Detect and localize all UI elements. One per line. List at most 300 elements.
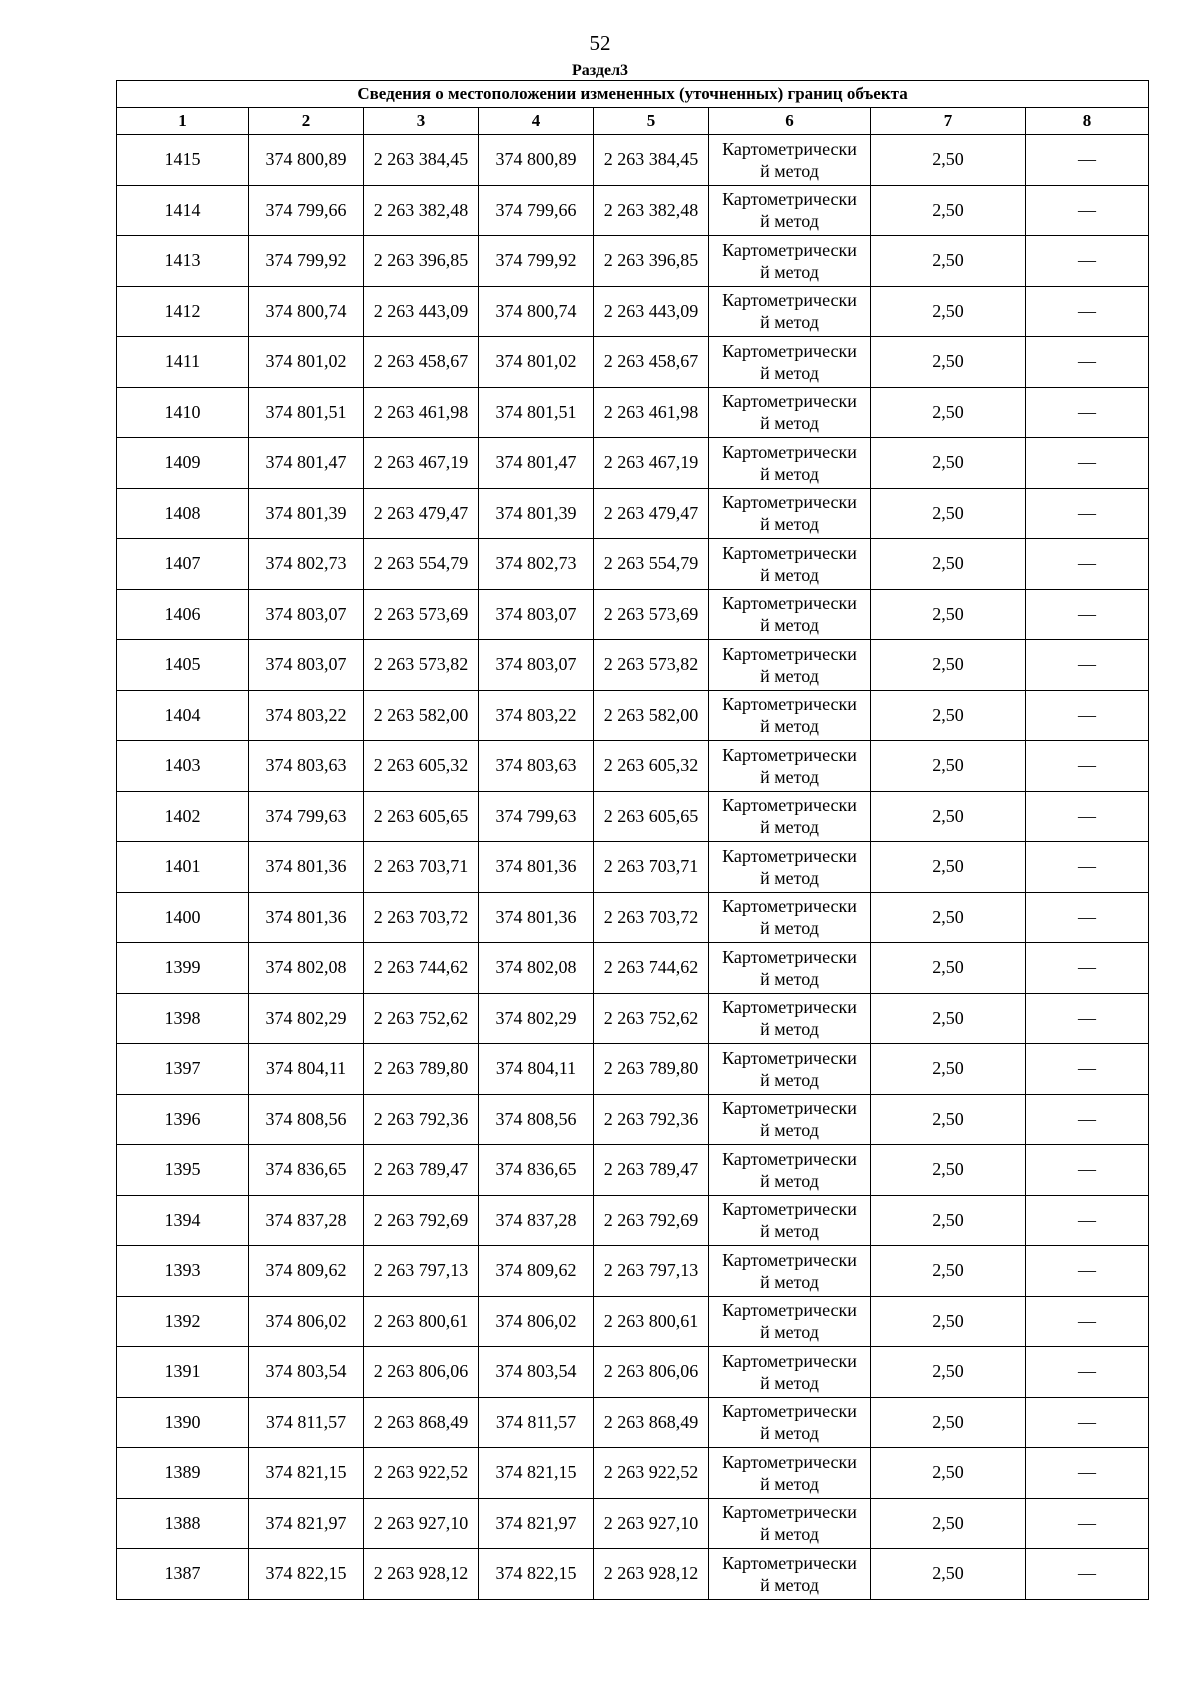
method-line1: Картометрически xyxy=(722,896,857,917)
description-cell: — xyxy=(1026,1448,1149,1499)
x-old-cell: 374 809,62 xyxy=(249,1246,364,1297)
precision-cell: 2,50 xyxy=(871,892,1026,943)
x-old-cell: 374 801,39 xyxy=(249,488,364,539)
point-number-cell: 1393 xyxy=(117,1246,249,1297)
point-number-cell: 1408 xyxy=(117,488,249,539)
table-row xyxy=(117,1549,1149,1600)
precision-cell: 2,50 xyxy=(871,286,1026,337)
method-line1: Картометрически xyxy=(722,1451,857,1472)
table-row xyxy=(117,1498,1149,1549)
method-cell xyxy=(709,741,871,792)
description-cell: — xyxy=(1026,488,1149,539)
column-header: 2 xyxy=(249,108,364,135)
y-old-cell: 2 263 554,79 xyxy=(364,539,479,590)
precision-cell: 2,50 xyxy=(871,185,1026,236)
x-new-cell: 374 801,51 xyxy=(479,387,594,438)
x-old-cell: 374 822,15 xyxy=(249,1549,364,1600)
y-old-cell: 2 263 928,12 xyxy=(364,1549,479,1600)
method-cell xyxy=(709,842,871,893)
description-cell: — xyxy=(1026,539,1149,590)
table-row xyxy=(117,387,1149,438)
method-line1: Картометрически xyxy=(722,1098,857,1119)
table-caption: Сведения о местоположении измененных (уточненных) границ объекта xyxy=(117,81,1149,108)
method-cell xyxy=(709,488,871,539)
table-body xyxy=(117,135,1149,1600)
page-number: 52 xyxy=(589,31,611,55)
method-line1: Картометрически xyxy=(722,391,857,412)
method-line1: Картометрически xyxy=(722,593,857,614)
y-new-cell: 2 263 396,85 xyxy=(594,236,709,287)
table-row xyxy=(117,185,1149,236)
method-line1: Картометрически xyxy=(722,1199,857,1220)
method-line2: й метод xyxy=(760,665,819,686)
method-line2: й метод xyxy=(760,1120,819,1141)
y-old-cell: 2 263 582,00 xyxy=(364,690,479,741)
method-line1: Картометрически xyxy=(722,138,857,159)
x-new-cell: 374 801,02 xyxy=(479,337,594,388)
precision-cell: 2,50 xyxy=(871,943,1026,994)
table-row xyxy=(117,1347,1149,1398)
x-new-cell: 374 799,92 xyxy=(479,236,594,287)
table-row xyxy=(117,943,1149,994)
precision-cell: 2,50 xyxy=(871,1246,1026,1297)
y-new-cell: 2 263 461,98 xyxy=(594,387,709,438)
description-cell: — xyxy=(1026,1145,1149,1196)
x-old-cell: 374 836,65 xyxy=(249,1145,364,1196)
description-cell: — xyxy=(1026,1094,1149,1145)
point-number-cell: 1400 xyxy=(117,892,249,943)
point-number-cell: 1411 xyxy=(117,337,249,388)
table-row xyxy=(117,488,1149,539)
description-cell: — xyxy=(1026,135,1149,186)
column-header: 6 xyxy=(709,108,871,135)
y-new-cell: 2 263 800,61 xyxy=(594,1296,709,1347)
description-cell: — xyxy=(1026,943,1149,994)
method-line1: Картометрически xyxy=(722,1350,857,1371)
method-line2: й метод xyxy=(760,413,819,434)
table-row xyxy=(117,791,1149,842)
method-line1: Картометрически xyxy=(722,189,857,210)
method-cell xyxy=(709,690,871,741)
method-line2: й метод xyxy=(760,463,819,484)
x-new-cell: 374 801,39 xyxy=(479,488,594,539)
method-cell xyxy=(709,185,871,236)
method-line1: Картометрически xyxy=(722,1300,857,1321)
x-old-cell: 374 802,73 xyxy=(249,539,364,590)
y-new-cell: 2 263 554,79 xyxy=(594,539,709,590)
table-row xyxy=(117,842,1149,893)
method-cell xyxy=(709,1094,871,1145)
x-old-cell: 374 803,54 xyxy=(249,1347,364,1398)
column-header: 3 xyxy=(364,108,479,135)
x-new-cell: 374 837,28 xyxy=(479,1195,594,1246)
y-new-cell: 2 263 573,69 xyxy=(594,589,709,640)
precision-cell: 2,50 xyxy=(871,539,1026,590)
description-cell: — xyxy=(1026,387,1149,438)
y-new-cell: 2 263 443,09 xyxy=(594,286,709,337)
x-new-cell: 374 803,22 xyxy=(479,690,594,741)
method-cell xyxy=(709,640,871,691)
method-line1: Картометрически xyxy=(722,542,857,563)
x-new-cell: 374 799,63 xyxy=(479,791,594,842)
x-old-cell: 374 801,02 xyxy=(249,337,364,388)
y-old-cell: 2 263 789,80 xyxy=(364,1044,479,1095)
y-old-cell: 2 263 396,85 xyxy=(364,236,479,287)
method-line2: й метод xyxy=(760,1170,819,1191)
y-old-cell: 2 263 703,71 xyxy=(364,842,479,893)
precision-cell: 2,50 xyxy=(871,690,1026,741)
method-line2: й метод xyxy=(760,968,819,989)
description-cell: — xyxy=(1026,690,1149,741)
x-new-cell: 374 804,11 xyxy=(479,1044,594,1095)
point-number-cell: 1394 xyxy=(117,1195,249,1246)
y-old-cell: 2 263 573,69 xyxy=(364,589,479,640)
method-line1: Картометрически xyxy=(722,694,857,715)
table-row xyxy=(117,1195,1149,1246)
method-line2: й метод xyxy=(760,362,819,383)
description-cell: — xyxy=(1026,1195,1149,1246)
precision-cell: 2,50 xyxy=(871,1044,1026,1095)
point-number-cell: 1410 xyxy=(117,387,249,438)
method-line2: й метод xyxy=(760,1574,819,1595)
table-row xyxy=(117,1448,1149,1499)
point-number-cell: 1409 xyxy=(117,438,249,489)
y-new-cell: 2 263 789,47 xyxy=(594,1145,709,1196)
method-line1: Картометрически xyxy=(722,946,857,967)
x-old-cell: 374 800,74 xyxy=(249,286,364,337)
table-row xyxy=(117,539,1149,590)
method-line1: Картометрически xyxy=(722,441,857,462)
point-number-cell: 1390 xyxy=(117,1397,249,1448)
point-number-cell: 1388 xyxy=(117,1498,249,1549)
point-number-cell: 1412 xyxy=(117,286,249,337)
description-cell: — xyxy=(1026,1397,1149,1448)
method-line2: й метод xyxy=(760,1372,819,1393)
table-row xyxy=(117,640,1149,691)
y-old-cell: 2 263 479,47 xyxy=(364,488,479,539)
method-line1: Картометрически xyxy=(722,340,857,361)
point-number-cell: 1404 xyxy=(117,690,249,741)
method-line1: Картометрически xyxy=(722,1148,857,1169)
precision-cell: 2,50 xyxy=(871,488,1026,539)
table-row xyxy=(117,589,1149,640)
method-cell xyxy=(709,943,871,994)
column-header: 1 xyxy=(117,108,249,135)
method-cell xyxy=(709,1347,871,1398)
y-new-cell: 2 263 744,62 xyxy=(594,943,709,994)
description-cell: — xyxy=(1026,741,1149,792)
precision-cell: 2,50 xyxy=(871,1094,1026,1145)
method-cell xyxy=(709,236,871,287)
y-old-cell: 2 263 797,13 xyxy=(364,1246,479,1297)
method-line1: Картометрически xyxy=(722,744,857,765)
method-cell xyxy=(709,1246,871,1297)
x-new-cell: 374 808,56 xyxy=(479,1094,594,1145)
y-new-cell: 2 263 573,82 xyxy=(594,640,709,691)
method-cell xyxy=(709,1195,871,1246)
table-row xyxy=(117,286,1149,337)
y-old-cell: 2 263 605,65 xyxy=(364,791,479,842)
method-cell xyxy=(709,1044,871,1095)
coordinates-table xyxy=(116,80,1149,1600)
method-cell xyxy=(709,1549,871,1600)
y-new-cell: 2 263 384,45 xyxy=(594,135,709,186)
point-number-cell: 1387 xyxy=(117,1549,249,1600)
description-cell: — xyxy=(1026,1296,1149,1347)
point-number-cell: 1407 xyxy=(117,539,249,590)
table-row xyxy=(117,135,1149,186)
y-new-cell: 2 263 467,19 xyxy=(594,438,709,489)
x-old-cell: 374 801,36 xyxy=(249,842,364,893)
x-new-cell: 374 809,62 xyxy=(479,1246,594,1297)
method-cell xyxy=(709,993,871,1044)
column-number-row xyxy=(117,108,1149,135)
method-cell xyxy=(709,539,871,590)
table-row xyxy=(117,1044,1149,1095)
precision-cell: 2,50 xyxy=(871,236,1026,287)
y-new-cell: 2 263 927,10 xyxy=(594,1498,709,1549)
y-old-cell: 2 263 806,06 xyxy=(364,1347,479,1398)
method-line2: й метод xyxy=(760,1524,819,1545)
x-new-cell: 374 811,57 xyxy=(479,1397,594,1448)
description-cell: — xyxy=(1026,1347,1149,1398)
y-new-cell: 2 263 792,69 xyxy=(594,1195,709,1246)
x-old-cell: 374 808,56 xyxy=(249,1094,364,1145)
description-cell: — xyxy=(1026,892,1149,943)
method-line1: Картометрически xyxy=(722,290,857,311)
y-new-cell: 2 263 792,36 xyxy=(594,1094,709,1145)
x-new-cell: 374 803,54 xyxy=(479,1347,594,1398)
point-number-cell: 1395 xyxy=(117,1145,249,1196)
method-cell xyxy=(709,1397,871,1448)
method-line2: й метод xyxy=(760,918,819,939)
method-cell xyxy=(709,892,871,943)
description-cell: — xyxy=(1026,1549,1149,1600)
method-line1: Картометрически xyxy=(722,1502,857,1523)
method-cell xyxy=(709,1145,871,1196)
method-line1: Картометрически xyxy=(722,997,857,1018)
precision-cell: 2,50 xyxy=(871,387,1026,438)
precision-cell: 2,50 xyxy=(871,1498,1026,1549)
y-new-cell: 2 263 582,00 xyxy=(594,690,709,741)
x-new-cell: 374 801,36 xyxy=(479,842,594,893)
method-line2: й метод xyxy=(760,312,819,333)
method-line2: й метод xyxy=(760,1423,819,1444)
y-old-cell: 2 263 605,32 xyxy=(364,741,479,792)
method-line2: й метод xyxy=(760,514,819,535)
description-cell: — xyxy=(1026,1246,1149,1297)
method-line2: й метод xyxy=(760,1322,819,1343)
point-number-cell: 1405 xyxy=(117,640,249,691)
y-old-cell: 2 263 792,36 xyxy=(364,1094,479,1145)
precision-cell: 2,50 xyxy=(871,741,1026,792)
method-line2: й метод xyxy=(760,615,819,636)
x-old-cell: 374 837,28 xyxy=(249,1195,364,1246)
x-new-cell: 374 806,02 xyxy=(479,1296,594,1347)
method-line2: й метод xyxy=(760,1221,819,1242)
x-old-cell: 374 803,07 xyxy=(249,640,364,691)
x-new-cell: 374 822,15 xyxy=(479,1549,594,1600)
y-old-cell: 2 263 458,67 xyxy=(364,337,479,388)
method-cell xyxy=(709,337,871,388)
point-number-cell: 1414 xyxy=(117,185,249,236)
point-number-cell: 1399 xyxy=(117,943,249,994)
x-new-cell: 374 801,47 xyxy=(479,438,594,489)
method-line1: Картометрически xyxy=(722,492,857,513)
method-line1: Картометрически xyxy=(722,1552,857,1573)
y-old-cell: 2 263 703,72 xyxy=(364,892,479,943)
x-new-cell: 374 803,07 xyxy=(479,640,594,691)
y-old-cell: 2 263 461,98 xyxy=(364,387,479,438)
point-number-cell: 1398 xyxy=(117,993,249,1044)
y-old-cell: 2 263 744,62 xyxy=(364,943,479,994)
point-number-cell: 1406 xyxy=(117,589,249,640)
x-new-cell: 374 821,15 xyxy=(479,1448,594,1499)
method-cell xyxy=(709,438,871,489)
y-new-cell: 2 263 752,62 xyxy=(594,993,709,1044)
y-old-cell: 2 263 800,61 xyxy=(364,1296,479,1347)
point-number-cell: 1401 xyxy=(117,842,249,893)
method-line2: й метод xyxy=(760,766,819,787)
method-line1: Картометрически xyxy=(722,795,857,816)
x-new-cell: 374 802,29 xyxy=(479,993,594,1044)
description-cell: — xyxy=(1026,286,1149,337)
y-new-cell: 2 263 806,06 xyxy=(594,1347,709,1398)
y-old-cell: 2 263 927,10 xyxy=(364,1498,479,1549)
description-cell: — xyxy=(1026,185,1149,236)
y-old-cell: 2 263 922,52 xyxy=(364,1448,479,1499)
x-new-cell: 374 800,74 xyxy=(479,286,594,337)
x-old-cell: 374 801,51 xyxy=(249,387,364,438)
method-line2: й метод xyxy=(760,867,819,888)
y-new-cell: 2 263 605,32 xyxy=(594,741,709,792)
y-old-cell: 2 263 573,82 xyxy=(364,640,479,691)
x-old-cell: 374 799,63 xyxy=(249,791,364,842)
table-row xyxy=(117,438,1149,489)
table-row xyxy=(117,690,1149,741)
method-line1: Картометрически xyxy=(722,845,857,866)
y-old-cell: 2 263 792,69 xyxy=(364,1195,479,1246)
method-line2: й метод xyxy=(760,1473,819,1494)
x-old-cell: 374 821,15 xyxy=(249,1448,364,1499)
x-new-cell: 374 836,65 xyxy=(479,1145,594,1196)
x-old-cell: 374 802,29 xyxy=(249,993,364,1044)
method-cell xyxy=(709,286,871,337)
point-number-cell: 1396 xyxy=(117,1094,249,1145)
x-old-cell: 374 806,02 xyxy=(249,1296,364,1347)
table-row xyxy=(117,1397,1149,1448)
point-number-cell: 1402 xyxy=(117,791,249,842)
y-new-cell: 2 263 922,52 xyxy=(594,1448,709,1499)
table-row xyxy=(117,1246,1149,1297)
y-new-cell: 2 263 928,12 xyxy=(594,1549,709,1600)
precision-cell: 2,50 xyxy=(871,1448,1026,1499)
x-old-cell: 374 799,66 xyxy=(249,185,364,236)
x-old-cell: 374 801,36 xyxy=(249,892,364,943)
table-row xyxy=(117,993,1149,1044)
x-old-cell: 374 801,47 xyxy=(249,438,364,489)
table-row xyxy=(117,741,1149,792)
method-cell xyxy=(709,135,871,186)
x-new-cell: 374 821,97 xyxy=(479,1498,594,1549)
x-old-cell: 374 802,08 xyxy=(249,943,364,994)
x-old-cell: 374 803,63 xyxy=(249,741,364,792)
y-old-cell: 2 263 868,49 xyxy=(364,1397,479,1448)
y-old-cell: 2 263 789,47 xyxy=(364,1145,479,1196)
method-line1: Картометрически xyxy=(722,1401,857,1422)
precision-cell: 2,50 xyxy=(871,791,1026,842)
table-row xyxy=(117,892,1149,943)
method-line1: Картометрически xyxy=(722,1047,857,1068)
x-old-cell: 374 803,07 xyxy=(249,589,364,640)
x-new-cell: 374 803,07 xyxy=(479,589,594,640)
x-old-cell: 374 803,22 xyxy=(249,690,364,741)
precision-cell: 2,50 xyxy=(871,993,1026,1044)
method-line2: й метод xyxy=(760,261,819,282)
y-old-cell: 2 263 467,19 xyxy=(364,438,479,489)
y-new-cell: 2 263 703,71 xyxy=(594,842,709,893)
point-number-cell: 1413 xyxy=(117,236,249,287)
x-new-cell: 374 803,63 xyxy=(479,741,594,792)
point-number-cell: 1389 xyxy=(117,1448,249,1499)
x-new-cell: 374 800,89 xyxy=(479,135,594,186)
method-line2: й метод xyxy=(760,564,819,585)
method-line2: й метод xyxy=(760,716,819,737)
precision-cell: 2,50 xyxy=(871,640,1026,691)
method-line1: Картометрически xyxy=(722,643,857,664)
y-old-cell: 2 263 752,62 xyxy=(364,993,479,1044)
x-old-cell: 374 800,89 xyxy=(249,135,364,186)
method-line2: й метод xyxy=(760,1271,819,1292)
table-row xyxy=(117,337,1149,388)
y-old-cell: 2 263 384,45 xyxy=(364,135,479,186)
y-new-cell: 2 263 605,65 xyxy=(594,791,709,842)
method-line2: й метод xyxy=(760,817,819,838)
table-row xyxy=(117,1094,1149,1145)
y-new-cell: 2 263 868,49 xyxy=(594,1397,709,1448)
x-old-cell: 374 811,57 xyxy=(249,1397,364,1448)
x-new-cell: 374 801,36 xyxy=(479,892,594,943)
method-line1: Картометрически xyxy=(722,239,857,260)
column-header: 8 xyxy=(1026,108,1149,135)
method-line2: й метод xyxy=(760,160,819,181)
description-cell: — xyxy=(1026,337,1149,388)
description-cell: — xyxy=(1026,640,1149,691)
precision-cell: 2,50 xyxy=(871,1195,1026,1246)
x-new-cell: 374 802,73 xyxy=(479,539,594,590)
description-cell: — xyxy=(1026,842,1149,893)
method-cell xyxy=(709,589,871,640)
method-line1: Картометрически xyxy=(722,1249,857,1270)
table-row xyxy=(117,236,1149,287)
y-new-cell: 2 263 382,48 xyxy=(594,185,709,236)
precision-cell: 2,50 xyxy=(871,337,1026,388)
description-cell: — xyxy=(1026,236,1149,287)
point-number-cell: 1415 xyxy=(117,135,249,186)
y-new-cell: 2 263 458,67 xyxy=(594,337,709,388)
method-cell xyxy=(709,1448,871,1499)
precision-cell: 2,50 xyxy=(871,1347,1026,1398)
y-old-cell: 2 263 443,09 xyxy=(364,286,479,337)
column-header: 7 xyxy=(871,108,1026,135)
y-new-cell: 2 263 789,80 xyxy=(594,1044,709,1095)
precision-cell: 2,50 xyxy=(871,438,1026,489)
table-row xyxy=(117,1296,1149,1347)
x-old-cell: 374 799,92 xyxy=(249,236,364,287)
precision-cell: 2,50 xyxy=(871,1296,1026,1347)
method-line2: й метод xyxy=(760,1019,819,1040)
method-cell xyxy=(709,1498,871,1549)
